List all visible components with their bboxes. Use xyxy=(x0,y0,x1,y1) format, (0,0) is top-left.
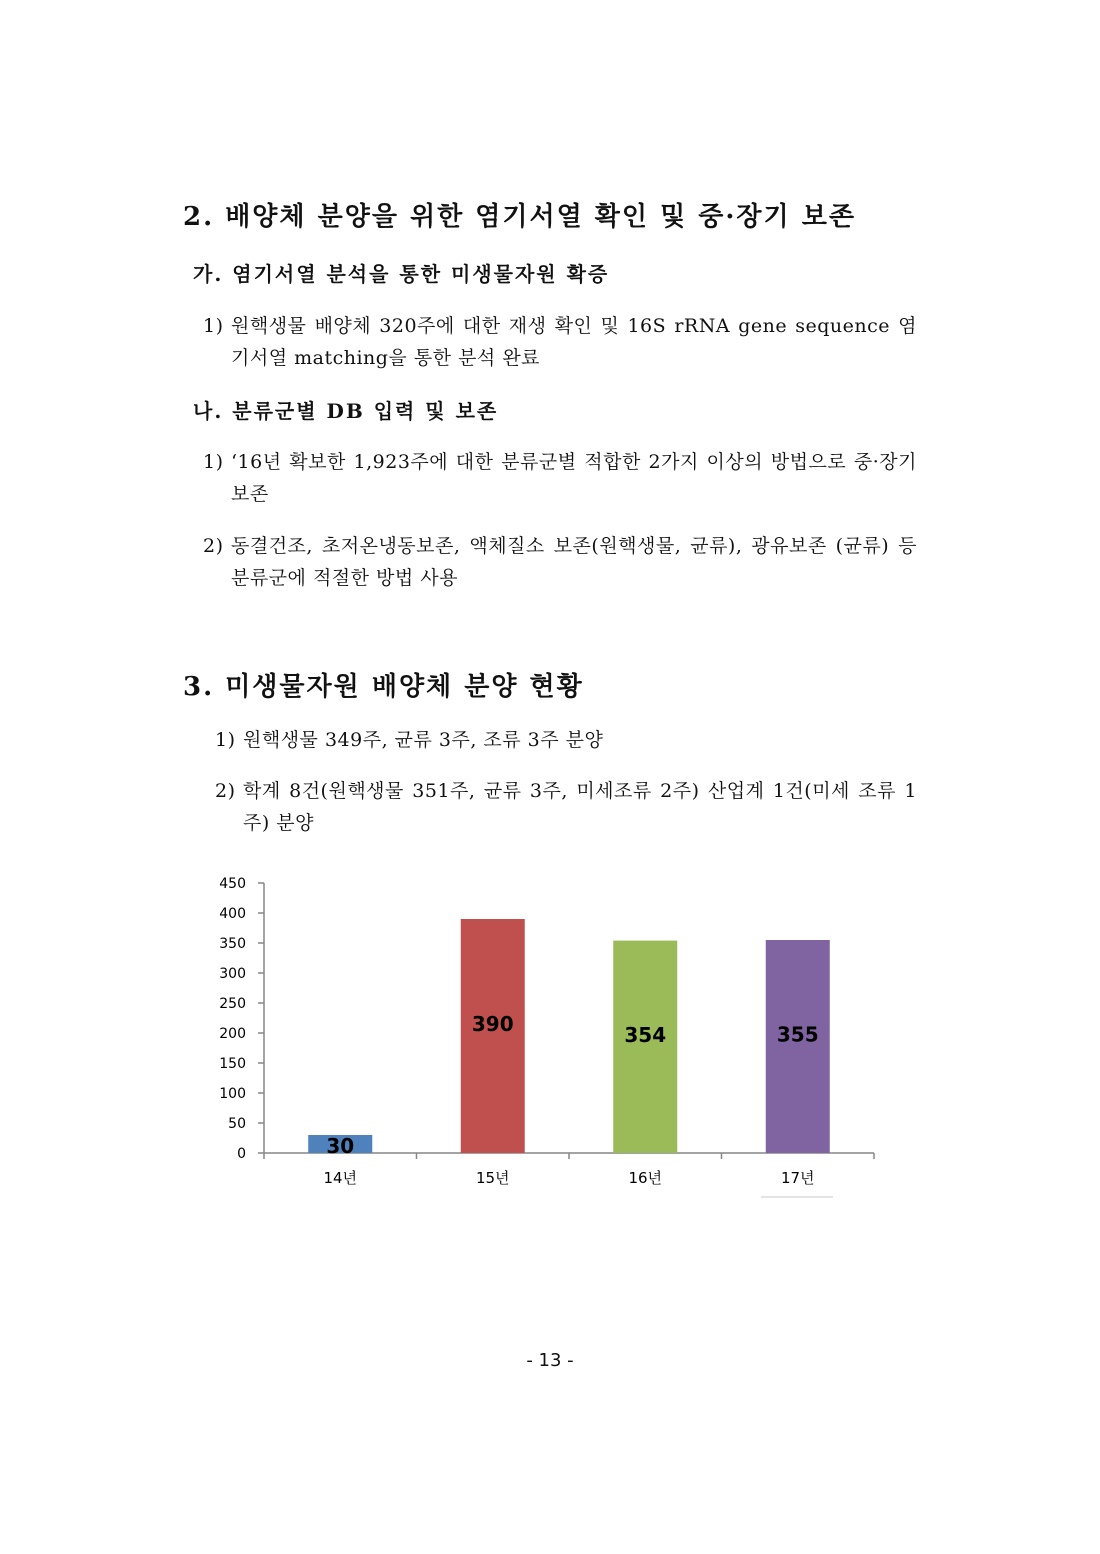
subsection-a-title: 가. 염기서열 분석을 통한 미생물자원 확증 xyxy=(193,262,610,286)
list-item xyxy=(203,310,917,374)
section-2-title: 2. 배양체 분양을 위한 염기서열 확인 및 중·장기 보존 xyxy=(183,202,856,232)
list-item-text: 원핵생물 배양체 320주에 대한 재생 확인 및 16S rRNA gene sequence 염기서열 matching을 통한 분석 완료 xyxy=(231,315,917,369)
list-item xyxy=(215,724,917,756)
bar-17년 xyxy=(766,940,830,1153)
bar-data-label: 30 xyxy=(326,1134,355,1158)
y-tick-label: 50 xyxy=(228,1116,246,1132)
bar-15년 xyxy=(461,919,525,1153)
list-item-text: ‘16년 확보한 1,923주에 대한 분류군별 적합한 2가지 이상의 방법으로 중·장기 보존 xyxy=(231,451,917,505)
y-tick-label: 100 xyxy=(219,1086,246,1102)
bar-data-label: 390 xyxy=(471,1012,514,1036)
list-item-text: 동결건조, 초저온냉동보존, 액체질소 보존(원핵생물, 균류), 광유보존 (균류) 등 분류군에 적절한 방법 사용 xyxy=(231,535,917,589)
y-axis xyxy=(219,876,264,1162)
list-item xyxy=(215,775,917,839)
list-item-number: 2) xyxy=(203,535,224,557)
bar-chart xyxy=(200,868,900,1208)
list-item xyxy=(203,446,917,510)
y-tick-label: 0 xyxy=(237,1146,246,1162)
y-tick-label: 350 xyxy=(219,936,246,952)
list-item-number: 1) xyxy=(203,451,224,473)
list-item-number: 1) xyxy=(215,729,236,751)
list-item xyxy=(203,530,917,594)
list-item-number: 1) xyxy=(203,315,224,337)
x-tick-label: 14년 xyxy=(323,1169,358,1187)
bar-data-label: 354 xyxy=(624,1022,667,1047)
y-tick-label: 150 xyxy=(219,1056,246,1072)
y-tick-label: 250 xyxy=(219,996,246,1012)
x-axis xyxy=(264,1153,874,1187)
y-tick-label: 450 xyxy=(219,876,246,892)
list-item-text: 학계 8건(원핵생물 351주, 균류 3주, 미세조류 2주) 산업계 1건(미세 조류 1주) 분양 xyxy=(243,780,917,834)
y-tick-label: 400 xyxy=(219,906,246,922)
list-item-number: 2) xyxy=(215,780,236,802)
list-item-text: 원핵생물 349주, 균류 3주, 조류 3주 분양 xyxy=(243,729,604,751)
subsection-b-title: 나. 분류군별 DB 입력 및 보존 xyxy=(193,399,499,423)
y-tick-label: 200 xyxy=(219,1026,246,1042)
page-number: - 13 - xyxy=(526,1350,574,1371)
bar-data-label: 355 xyxy=(776,1022,819,1047)
section-3-title: 3. 미생물자원 배양체 분양 현황 xyxy=(183,672,584,702)
bars xyxy=(308,919,830,1158)
x-tick-label: 17년 xyxy=(780,1169,815,1187)
x-tick-label: 16년 xyxy=(628,1169,663,1187)
y-tick-label: 300 xyxy=(219,966,246,982)
x-tick-label: 15년 xyxy=(475,1169,510,1187)
